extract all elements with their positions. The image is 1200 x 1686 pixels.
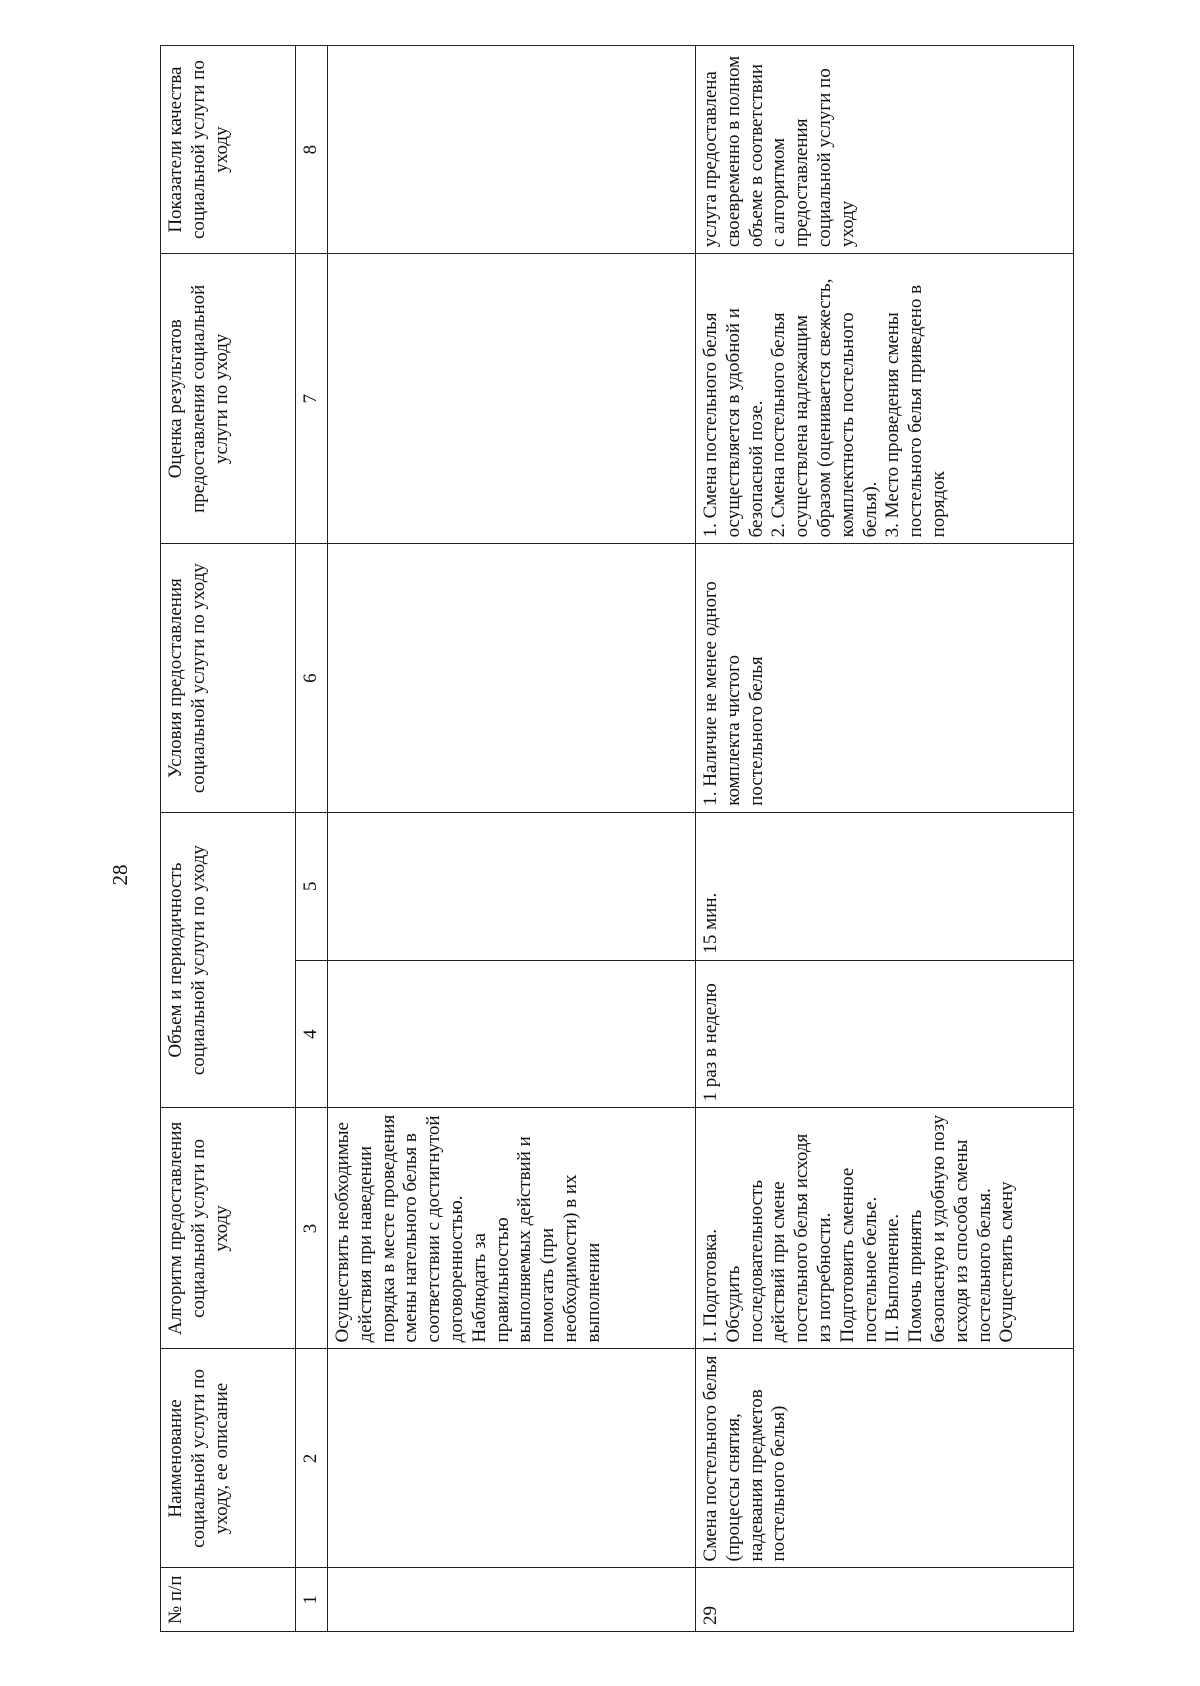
column-number-8: 8: [296, 46, 328, 254]
algorithm-cell: Осуществить необходимые действия при наведении порядка в месте проведения смены нательного белья в соответствии с достигнутой договоренностью. Наблюдать за правильностью выполняемых действий и помогать (при необходимости) в их выполнении: [328, 1108, 696, 1349]
header-volume-periodicity: Объем и периодичность социальной услуги по уходу: [161, 812, 296, 1108]
quality-cell: услуга предоставлена своевременно в полном объеме в соответствии с алгоритмом предоставления социальной услуги по уходу: [696, 46, 1074, 254]
header-service-name: Наименование социальной услуги по уходу, ее описание: [161, 1349, 296, 1568]
duration-cell: 15 мин.: [696, 812, 1074, 960]
page-number: 28: [108, 864, 132, 886]
service-name-cell: [328, 1349, 696, 1568]
landscape-table-canvas: [160, 45, 1074, 1632]
conditions-cell: [328, 544, 696, 812]
header-quality-indicators: Показатели качества социальной услуги по уходу: [161, 46, 296, 254]
algorithm-cell: I. Подготовка. Обсудить последовательность действий при смене постельного белья исходя из потребности. Подготовить сменное постельное белье. II. Выполнение. Помочь принять безопасную и удобную позу исходя из способа смены постельного белья. Осуществить смену: [696, 1108, 1074, 1349]
service-name-cell: Смена постельного белья (процессы снятия, надевания предметов постельного белья): [696, 1349, 1074, 1568]
column-number-7: 7: [296, 254, 328, 544]
column-number-6: 6: [296, 544, 328, 812]
evaluation-cell: [328, 254, 696, 544]
header-row: [161, 46, 296, 1632]
header-conditions: Условия предоставления социальной услуги по уходу: [161, 544, 296, 812]
rotated-table-region: [160, 45, 1074, 1632]
quality-cell: [328, 46, 696, 254]
column-number-row: [296, 46, 328, 1632]
row-number-cell: [328, 1568, 696, 1632]
column-number-4: 4: [296, 960, 328, 1108]
header-algorithm: Алгоритм предоставления социальной услуги по уходу: [161, 1108, 296, 1349]
social-care-table: [160, 45, 1074, 1632]
column-number-1: 1: [296, 1568, 328, 1632]
table-row: [696, 46, 1074, 1632]
column-number-5: 5: [296, 812, 328, 960]
row-number-cell: 29: [696, 1568, 1074, 1632]
header-result-evaluation: Оценка результатов предоставления социальной услуги по уходу: [161, 254, 296, 544]
duration-cell: [328, 812, 696, 960]
column-number-3: 3: [296, 1108, 328, 1349]
conditions-cell: 1. Наличие не менее одного комплекта чистого постельного белья: [696, 544, 1074, 812]
table-row: [328, 46, 696, 1632]
column-number-2: 2: [296, 1349, 328, 1568]
evaluation-cell: 1. Смена постельного белья осуществляется в удобной и безопасной позе. 2. Смена постельного белья осуществлена надлежащим образом (оценивается свежесть, комплектность постельного белья). 3. Место проведения смены постельного белья приведено в порядок: [696, 254, 1074, 544]
volume-cell: [328, 960, 696, 1108]
volume-cell: 1 раз в неделю: [696, 960, 1074, 1108]
header-number: № п/п: [161, 1568, 296, 1632]
